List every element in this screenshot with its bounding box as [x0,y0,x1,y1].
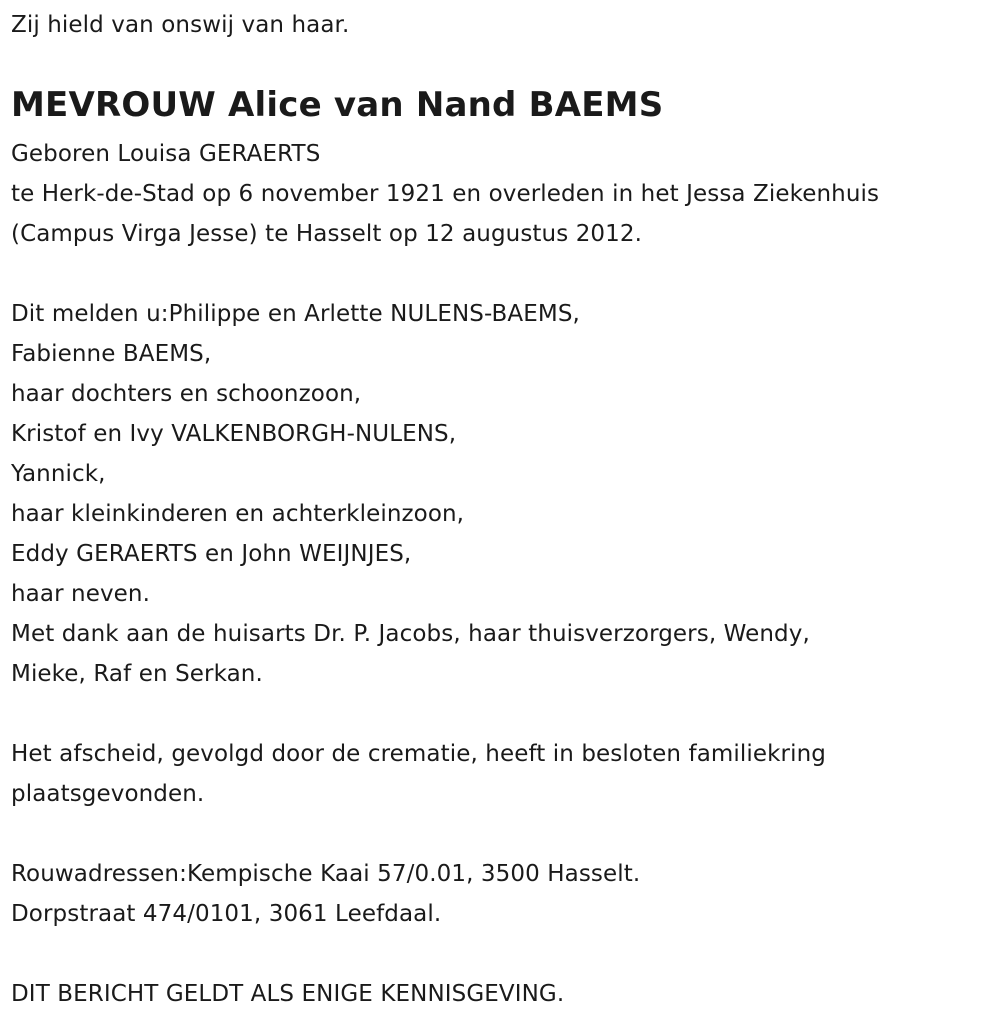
family-line: Dit melden u:Philippe en Arlette NULENS-BAEMS, [11,301,580,327]
farewell-line: plaatsgevonden. [11,781,205,807]
farewell-line: Het afscheid, gevolgd door de crematie, heeft in besloten familiekring [11,741,826,767]
details-line: te Herk-de-Stad op 6 november 1921 en overleden in het Jessa Ziekenhuis [11,181,880,207]
birth-name: Geboren Louisa GERAERTS [11,141,321,167]
details-line: (Campus Virga Jesse) te Hasselt op 12 augustus 2012. [11,221,643,247]
intro-line: Zij hield van onswij van haar. [11,12,350,38]
family-line: haar dochters en schoonzoon, [11,381,362,407]
family-line: Kristof en Ivy VALKENBORGH-NULENS, [11,421,457,447]
family-line: haar kleinkinderen en achterkleinzoon, [11,501,465,527]
thanks-line: Met dank aan de huisarts Dr. P. Jacobs, haar thuisverzorgers, Wendy, [11,621,810,647]
thanks-line: Mieke, Raf en Serkan. [11,661,263,687]
family-line: Fabienne BAEMS, [11,341,212,367]
closing-line: DIT BERICHT GELDT ALS ENIGE KENNISGEVING. [11,981,565,1007]
deceased-name: MEVROUW Alice van Nand BAEMS [11,85,664,125]
family-line: haar neven. [11,581,151,607]
address-line: Dorpstraat 474/0101, 3061 Leefdaal. [11,901,442,927]
family-line: Eddy GERAERTS en John WEIJNJES, [11,541,412,567]
family-line: Yannick, [11,461,106,487]
address-line: Rouwadressen:Kempische Kaai 57/0.01, 3500 Hasselt. [11,861,641,887]
